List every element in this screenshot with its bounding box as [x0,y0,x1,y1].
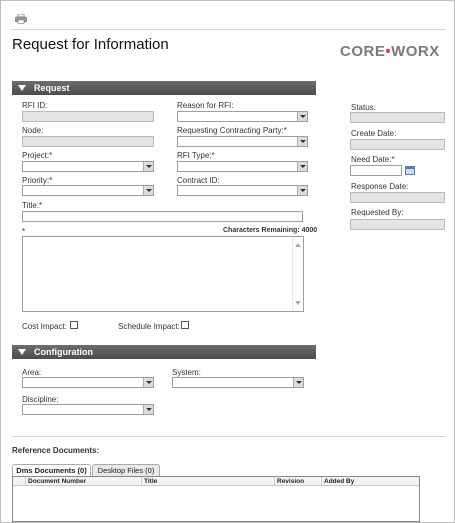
project-label: Project:* [22,151,53,160]
chevron-down-icon[interactable] [293,378,303,387]
priority-select[interactable] [22,185,154,196]
body-required-marker: * [22,227,26,236]
chevron-down-icon[interactable] [297,137,307,146]
rfi-type-label: RFI Type:* [177,151,215,160]
configuration-section-header[interactable] [12,345,316,359]
cost-impact-label: Cost Impact: [22,322,67,331]
configuration-section-title: Configuration [34,347,93,357]
reason-select[interactable] [177,111,308,122]
schedule-impact-checkbox[interactable] [181,321,189,329]
requested-by-label: Requested By: [351,208,404,217]
chevron-down-icon[interactable] [143,186,153,195]
chevron-down-icon[interactable] [297,112,307,121]
tab-dms-documents[interactable]: Dms Documents (0) [12,464,91,476]
requesting-party-select[interactable] [177,136,308,147]
column-added-by[interactable]: Added By [321,477,419,486]
system-select[interactable] [172,377,304,388]
chevron-down-icon[interactable] [297,162,307,171]
create-date-field [350,139,445,150]
reference-documents-grid [12,476,420,522]
tab-desktop-files[interactable]: Desktop Files (0) [92,464,160,476]
node-label: Node: [22,126,44,135]
title-input[interactable] [22,211,303,222]
collapse-triangle-icon [18,85,26,91]
request-section-header[interactable] [12,81,316,95]
contract-id-select[interactable] [177,185,308,196]
title-label: Title:* [22,201,43,210]
response-date-field [350,192,445,203]
cost-impact-checkbox[interactable] [70,321,78,329]
chevron-down-icon[interactable] [297,186,307,195]
discipline-select[interactable] [22,404,154,415]
requesting-party-label: Requesting Contracting Party:* [177,126,287,135]
reference-documents-heading: Reference Documents: [12,446,100,455]
reference-divider [11,436,446,437]
grid-header-row [13,477,419,486]
column-revision[interactable]: Revision [274,477,321,486]
characters-remaining: Characters Remaining: 4000 [223,227,318,234]
rfi-id-label: RFI ID: [22,101,48,110]
schedule-impact-label: Schedule Impact: [118,322,180,331]
column-document-number[interactable]: Document Number [25,477,152,486]
status-label: Status: [351,103,376,112]
column-title[interactable]: Title [141,477,274,486]
rfi-type-select[interactable] [177,161,308,172]
contract-id-label: Contract ID: [177,176,220,185]
printer-icon[interactable] [15,11,27,21]
description-textarea[interactable] [22,236,304,312]
toolbar-divider [11,29,446,30]
need-date-label: Need Date:* [351,155,395,164]
area-select[interactable] [22,377,154,388]
textarea-scrollbar[interactable] [292,237,303,311]
coreworx-logo: CORE•WORX [340,43,440,60]
node-field [22,136,154,147]
status-field [350,112,445,123]
scroll-down-icon[interactable] [295,301,301,305]
response-date-label: Response Date: [351,182,409,191]
calendar-icon[interactable] [405,166,415,175]
chevron-down-icon[interactable] [143,162,153,171]
collapse-triangle-icon [18,349,26,355]
rfi-id-field [22,111,154,122]
project-select[interactable] [22,161,154,172]
scroll-up-icon[interactable] [295,243,301,247]
request-section-title: Request [34,83,70,93]
reason-label: Reason for RFI: [177,101,234,110]
area-label: Area: [22,368,42,377]
chevron-down-icon[interactable] [143,378,153,387]
create-date-label: Create Date: [351,129,397,138]
page-title: Request for Information [12,36,169,53]
priority-label: Priority:* [22,176,53,185]
discipline-label: Discipline: [22,395,59,404]
need-date-input[interactable] [350,165,402,176]
requested-by-field [350,219,445,230]
system-label: System: [172,368,201,377]
chevron-down-icon[interactable] [143,405,153,414]
